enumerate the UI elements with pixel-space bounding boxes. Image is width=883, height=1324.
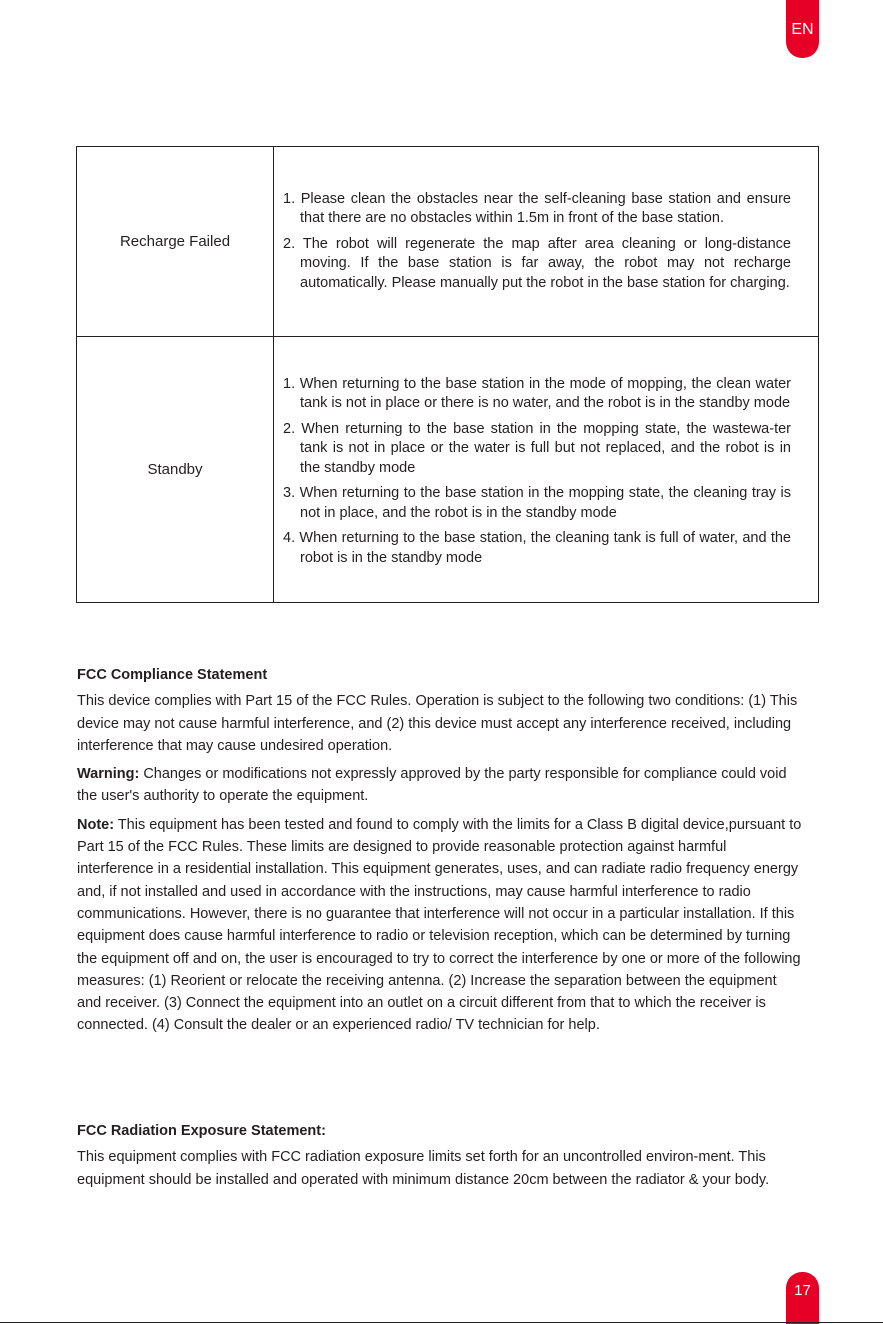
solution-list [283,375,791,569]
warning-paragraph [77,763,802,808]
section-heading: FCC Radiation Exposure Statement: [77,1123,326,1139]
page-number: 17 [786,1272,819,1324]
note-text: This equipment has been tested and found to comply with the limits for a Class B digital device,pursuant to Part 15 of the FCC Rules. These limits are designed to provide reasonable protection against harmful interference in a residential installation. This equipment generates, uses, and can radiate radio frequency energy and, if not installed and used in accordance with the instructions, may cause harmful interference to radio communications. However, there is no guarantee that interference will not occur in a particular installation. If this equipment does cause harmful interference to radio or television reception, which can be determined by turning the equipment off and on, the user is encouraged to try to correct the interference by one or more of the following measures: (1) Reorient or relocate the receiving antenna. (2) Increase the separation between the equipment and receiver. (3) Connect the equipment into an outlet on a circuit different from that to which the receiver is connected. (4) Consult the dealer or an experienced radio/ TV technician for help. [77,816,802,1034]
note-label: Note: [77,816,115,833]
solution-item: 2. When returning to the base station in the mopping state, the wastewa-ter tank is not in place or the water is full but not replaced, and the robot is in the standby mode [283,420,791,476]
table-row [77,337,819,603]
solution-cell [274,147,819,337]
solution-item: 1. When returning to the base station in the mode of mopping, the clean water tank is not in place or there is no water, and the robot is in the standby mode [283,375,791,412]
section-heading: FCC Compliance Statement [77,667,268,683]
troubleshooting-table [76,146,819,603]
language-tab: EN [786,0,819,58]
bottom-divider [0,1322,883,1323]
solution-cell [274,337,819,603]
status-cell: Recharge Failed [77,147,274,337]
warning-label: Warning: [77,766,140,783]
solution-item: 1. Please clean the obstacles near the self-cleaning base station and ensure that there are no obstacles within 1.5m in front of the base station. [283,190,791,227]
solution-item: 4. When returning to the base station, the cleaning tank is full of water, and the robot is in the standby mode [283,530,791,566]
warning-text: Changes or modifications not expressly approved by the party responsible for compliance could void the user's authority to operate the equipment. [77,766,787,805]
solution-list [283,190,791,294]
compliance-intro: This device complies with Part 15 of the FCC Rules. Operation is subject to the following two conditions: (1) This device may not cause harmful interference, and (2) this device must accept any interference received, including interference that may cause undesired operation. [77,693,798,754]
radiation-text: This equipment complies with FCC radiation exposure limits set forth for an uncontrolled environ-ment. This equipment should be installed and operated with minimum distance 20cm between the radiator & your body. [77,1149,770,1188]
table-row [77,147,819,337]
fcc-radiation-section [77,1120,802,1197]
status-cell: Standby [77,337,274,603]
fcc-compliance-section [77,664,802,1043]
note-paragraph [77,814,802,1037]
solution-item: 2. The robot will regenerate the map after area cleaning or long-distance moving. If the base station is far away, the robot may not recharge automatically. Please manually put the robot in the base station for charging. [283,235,791,291]
solution-item: 3. When returning to the base station in the mopping state, the cleaning tray is not in place, and the robot is in the standby mode [283,485,791,521]
